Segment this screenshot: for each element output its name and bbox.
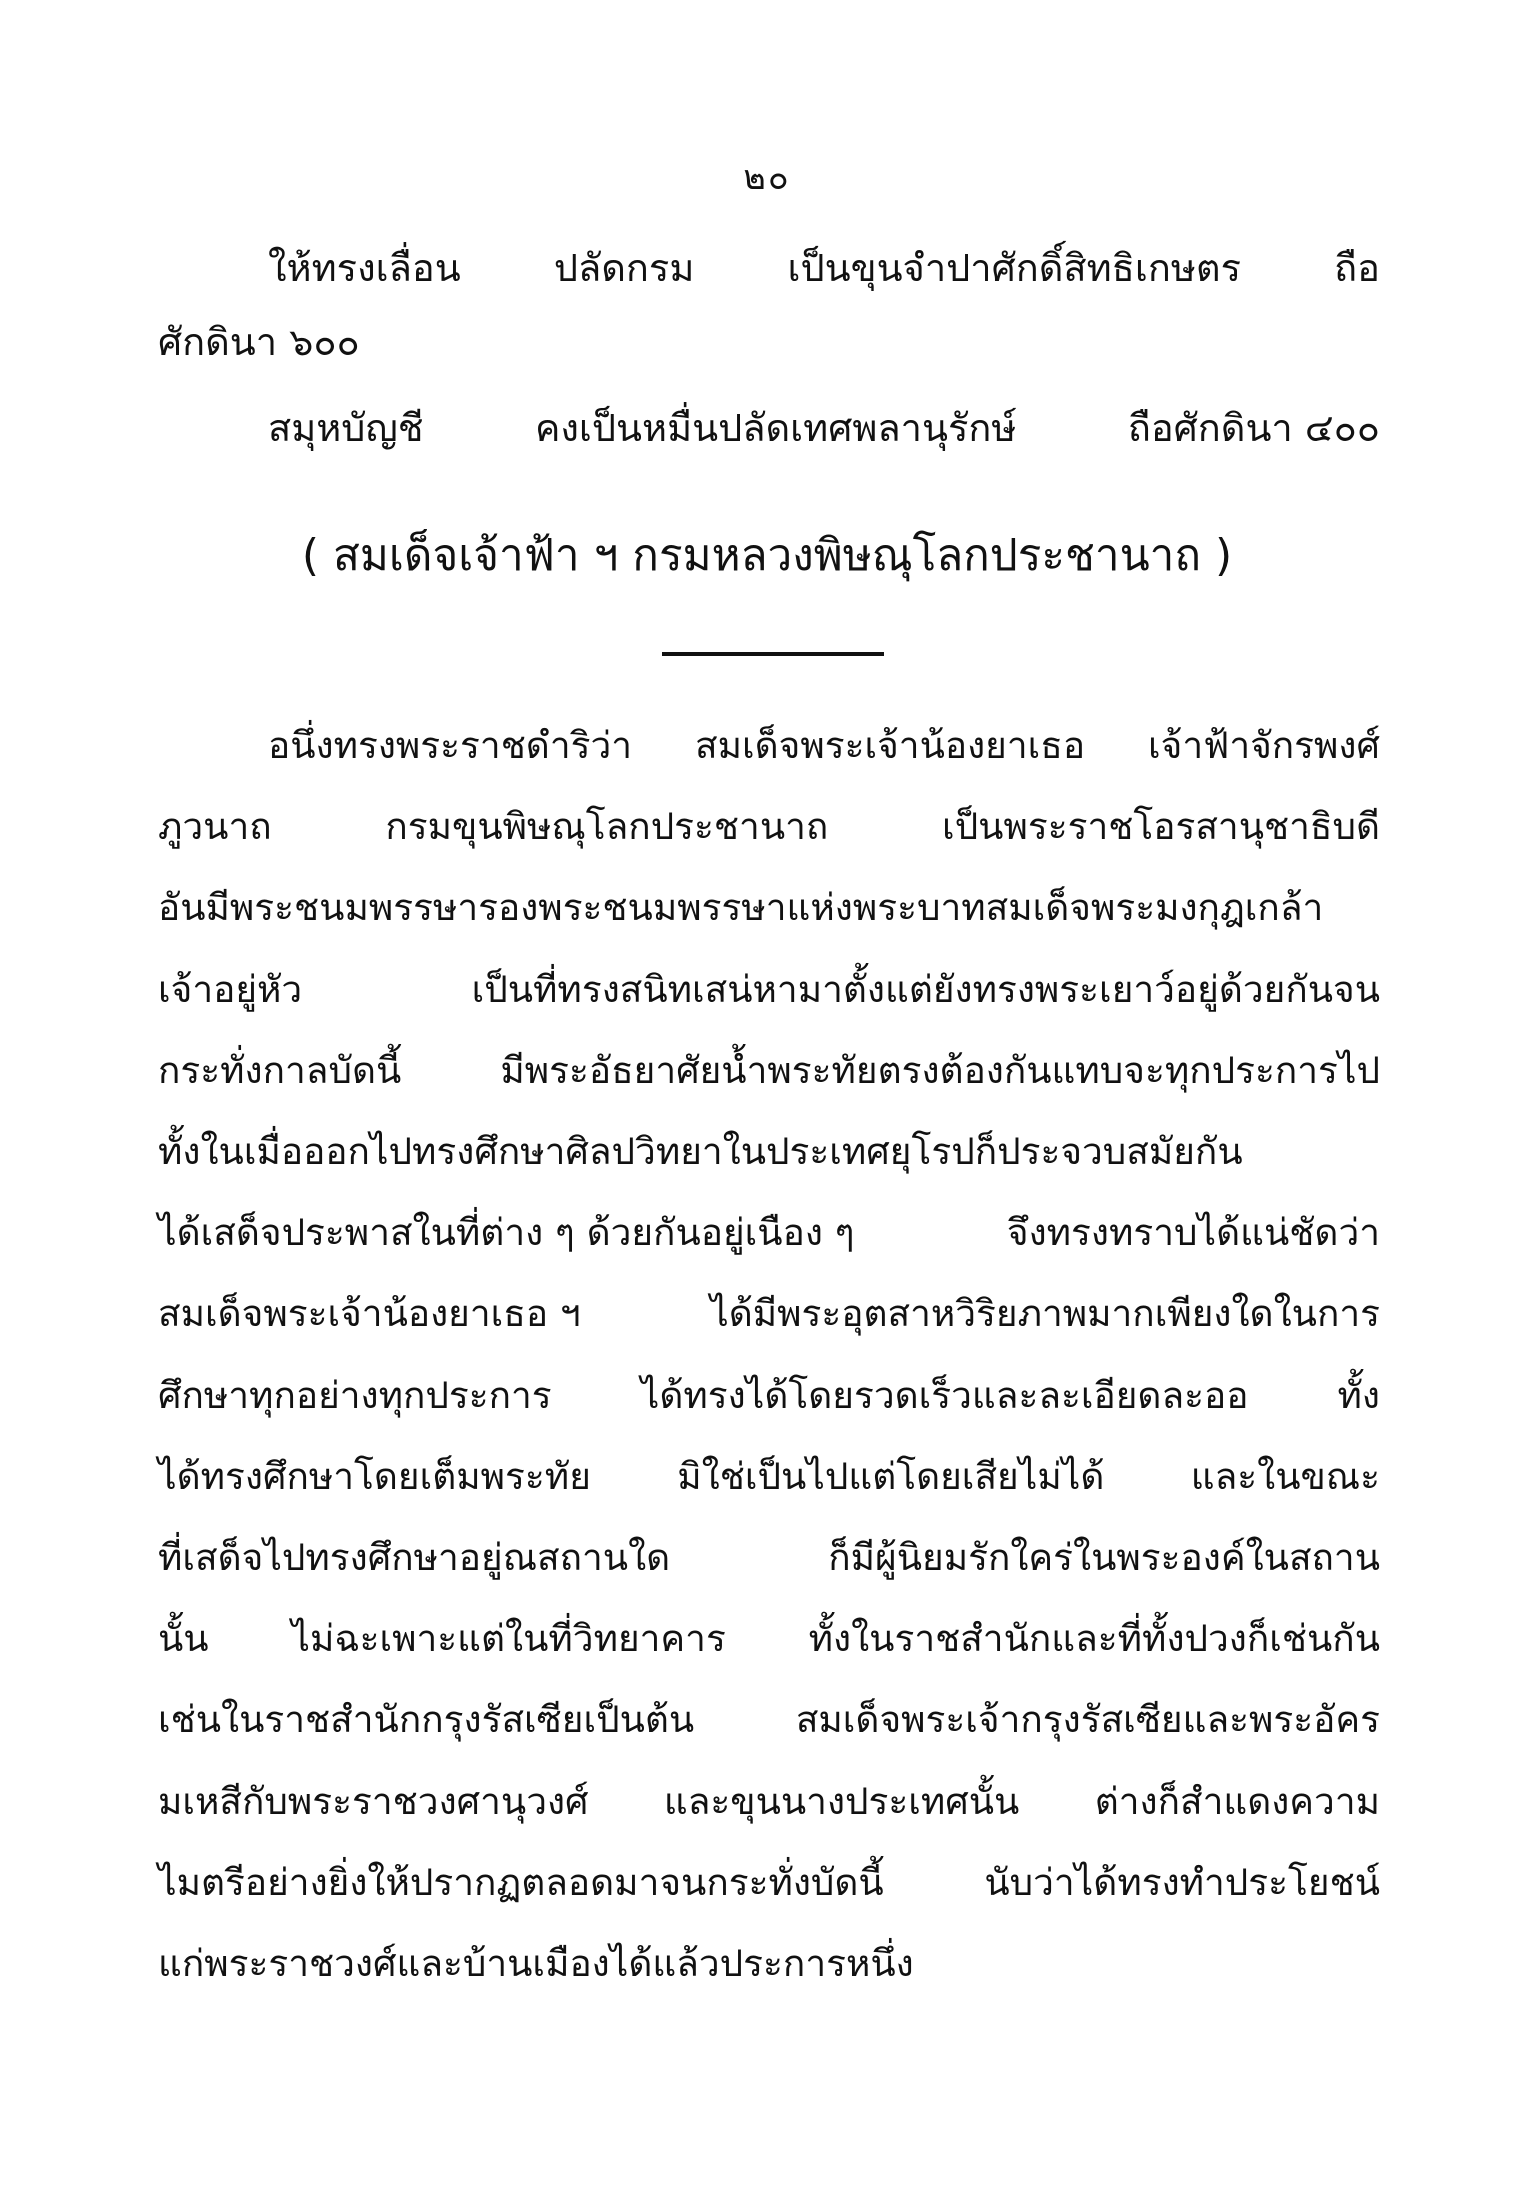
body-line-segment: ทั้งในเมื่อออกไปทรงศึกษาศิลปวิทยาในประเทศยุโรปก็ประจวบสมัยกัน: [158, 1130, 1243, 1173]
body-line-segment: ศึกษาทุกอย่างทุกประการ: [158, 1374, 552, 1417]
body-line-segment: และในขณะ: [1190, 1455, 1380, 1498]
body-line-segment: ภูวนาถ: [158, 805, 272, 848]
body-line: [158, 1859, 1380, 1907]
page-number: ๒๐: [743, 158, 791, 198]
intro-line-2: ศักดินา ๖๐๐: [158, 320, 360, 364]
body-line-segment: ได้เสด็จประพาสในที่ต่าง ๆ ด้วยกันอยู่เนือง ๆ: [158, 1211, 855, 1254]
body-line-segment: เป็นที่ทรงสนิทเสน่หามาตั้งแต่ยังทรงพระเยาว์อยู่ด้วยกันจน: [471, 968, 1380, 1011]
body-line-segment: สมเด็จพระเจ้าน้องยาเธอ ฯ: [158, 1292, 581, 1335]
body-line-segment: จึงทรงทราบได้แน่ชัดว่า: [1006, 1211, 1380, 1254]
body-line-segment: ทั้ง: [1337, 1374, 1380, 1417]
body-line: [158, 1778, 1380, 1826]
intro-line-3-part-2: คงเป็นหมื่นปลัดเทศพลานุรักษ์: [534, 406, 1017, 450]
intro-line-3: [268, 404, 1380, 452]
intro-line-1: [268, 244, 1380, 292]
intro-line-3-part-3: ถือศักดินา ๔๐๐: [1127, 406, 1380, 450]
body-line: [158, 1209, 1380, 1257]
body-line-segment: กระทั่งกาลบัดนี้: [158, 1049, 402, 1092]
body-line: [158, 1696, 1380, 1744]
body-line: [158, 1372, 1380, 1420]
body-line-segment: ก็มีผู้นิยมรักใคร่ในพระองค์ในสถาน: [828, 1536, 1380, 1579]
body-line-segment: นับว่าได้ทรงทำประโยชน์: [984, 1861, 1380, 1904]
body-line-segment: ทั้งในราชสำนักและที่ทั้งปวงก็เช่นกัน: [808, 1617, 1380, 1660]
body-line-segment: ไม่ฉะเพาะแต่ในที่วิทยาคาร: [291, 1617, 726, 1660]
body-line-segment: อันมีพระชนมพรรษารองพระชนมพรรษาแห่งพระบาทสมเด็จพระมงกุฎเกล้า: [158, 886, 1324, 929]
body-line-segment: แก่พระราชวงศ์และบ้านเมืองได้แล้วประการหนึ่ง: [158, 1942, 914, 1985]
body-line-segment: ได้ทรงได้โดยรวดเร็วและละเอียดละออ: [640, 1374, 1249, 1417]
body-line: [158, 1534, 1380, 1582]
body-line-segment: มิใช่เป็นไปแต่โดยเสียไม่ได้: [677, 1455, 1105, 1498]
body-line: [158, 1290, 1380, 1338]
intro-line-1-part-2: ปลัดกรม: [553, 246, 695, 290]
body-line: [158, 966, 1380, 1014]
body-line-segment: ต่างก็สำแดงความ: [1094, 1780, 1380, 1823]
body-line-segment: สมเด็จพระเจ้ากรุงรัสเซียและพระอัคร: [795, 1698, 1380, 1741]
body-line-segment: นั้น: [158, 1617, 209, 1660]
intro-line-1-part-4: ถือ: [1334, 246, 1380, 290]
body-line-segment: เจ้าอยู่หัว: [158, 968, 303, 1011]
section-divider: [662, 652, 884, 656]
body-line: [158, 1453, 1380, 1501]
body-line: [158, 803, 1380, 851]
body-line-segment: เจ้าฟ้าจักรพงศ์: [1148, 724, 1380, 767]
body-line-segment: สมเด็จพระเจ้าน้องยาเธอ: [695, 724, 1086, 767]
body-line-segment: กรมขุนพิษณุโลกประชานาถ: [385, 805, 829, 848]
body-line-segment: และขุนนางประเทศนั้น: [663, 1780, 1020, 1823]
body-line-segment: เช่นในราชสำนักกรุงรัสเซียเป็นต้น: [158, 1698, 695, 1741]
body-line: [158, 1047, 1380, 1095]
body-line: [158, 1128, 1380, 1176]
body-line-segment: ไมตรีอย่างยิ่งให้ปรากฏตลอดมาจนกระทั่งบัดนี้: [158, 1861, 884, 1904]
body-line-segment: มีพระอัธยาศัยน้ำพระทัยตรงต้องกันแทบจะทุกประการไป: [500, 1049, 1380, 1092]
body-line-segment: เป็นพระราชโอรสานุชาธิบดี: [942, 805, 1380, 848]
body-line: [158, 1615, 1380, 1663]
body-line-segment: อนึ่งทรงพระราชดำริว่า: [268, 724, 633, 767]
intro-line-1-part-1: ให้ทรงเลื่อน: [268, 246, 461, 290]
body-line: [158, 1940, 1380, 1988]
body-line-segment: ที่เสด็จไปทรงศึกษาอยู่ณสถานใด: [158, 1536, 671, 1579]
intro-line-3-part-1: สมุหบัญชี: [268, 406, 424, 450]
body-line-segment: ได้มีพระอุตสาหวิริยภาพมากเพียงใดในการ: [710, 1292, 1380, 1335]
intro-line-1-part-3: เป็นขุนจำปาศักดิ์สิทธิเกษตร: [787, 246, 1241, 290]
body-line: [268, 722, 1380, 770]
body-line-segment: ได้ทรงศึกษาโดยเต็มพระทัย: [158, 1455, 591, 1498]
body-line-segment: มเหสีกับพระราชวงศานุวงศ์: [158, 1780, 589, 1823]
body-line: [158, 884, 1380, 932]
section-heading: ( สมเด็จเจ้าฟ้า ฯ กรมหลวงพิษณุโลกประชานาถ ): [301, 530, 1233, 581]
